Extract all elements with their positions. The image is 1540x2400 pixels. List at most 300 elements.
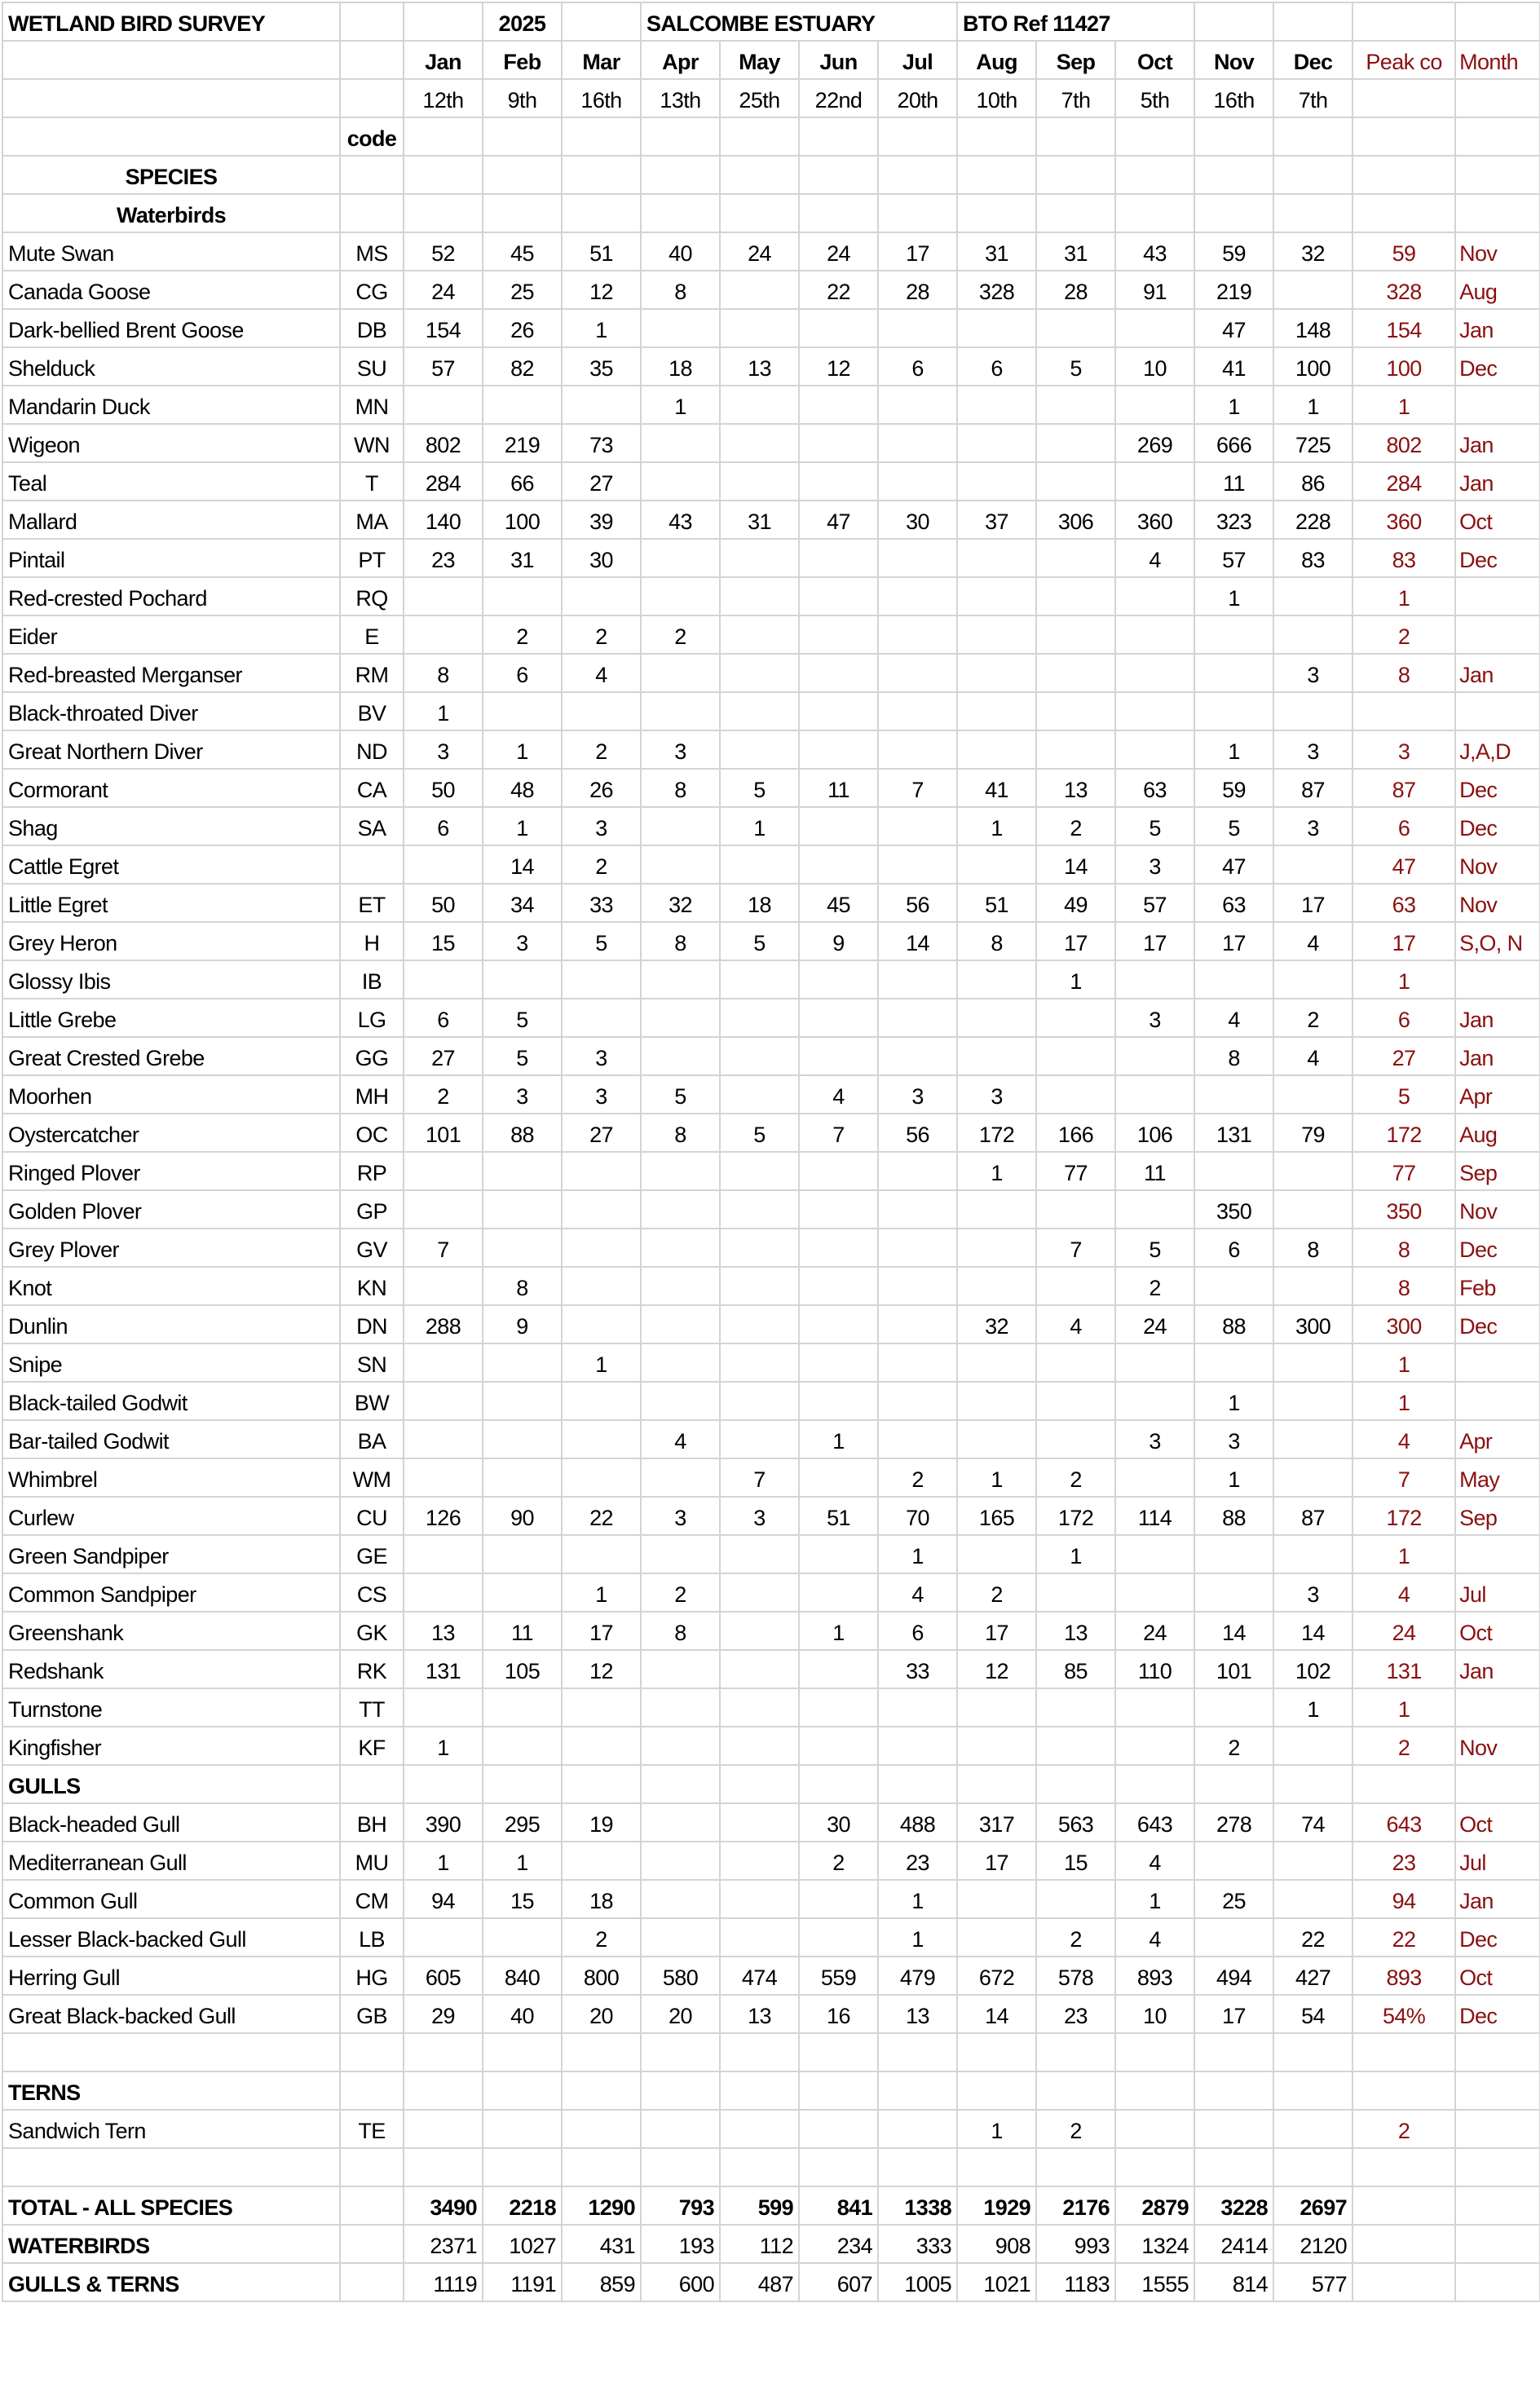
count-cell[interactable]: 3	[1115, 1420, 1194, 1458]
cell[interactable]	[799, 2071, 878, 2110]
count-cell[interactable]	[957, 692, 1036, 730]
count-cell[interactable]	[641, 692, 720, 730]
month-header-mar[interactable]: Mar	[562, 41, 641, 79]
peak-count[interactable]: 300	[1352, 1305, 1455, 1343]
count-cell[interactable]: 17	[878, 232, 957, 271]
count-cell[interactable]: 48	[483, 769, 562, 807]
count-cell[interactable]: 24	[1115, 1305, 1194, 1343]
count-cell[interactable]: 22	[1273, 1918, 1352, 1957]
count-cell[interactable]	[1273, 615, 1352, 654]
count-cell[interactable]	[720, 1229, 799, 1267]
cell[interactable]	[483, 2148, 562, 2186]
count-cell[interactable]	[641, 1535, 720, 1573]
count-cell[interactable]	[641, 999, 720, 1037]
count-cell[interactable]: 16	[799, 1995, 878, 2033]
total-value[interactable]: 1324	[1115, 2225, 1194, 2263]
survey-date[interactable]: 16th	[1194, 79, 1273, 117]
count-cell[interactable]: 1	[641, 386, 720, 424]
count-cell[interactable]: 56	[878, 884, 957, 922]
count-cell[interactable]: 27	[562, 1114, 641, 1152]
peak-count[interactable]: 4	[1352, 1420, 1455, 1458]
species-name[interactable]: Oystercatcher	[2, 1114, 340, 1152]
species-name[interactable]: Grey Heron	[2, 922, 340, 960]
count-cell[interactable]	[562, 1842, 641, 1880]
month-header-aug[interactable]: Aug	[957, 41, 1036, 79]
peak-count[interactable]: 83	[1352, 539, 1455, 577]
total-value[interactable]: 1119	[404, 2263, 483, 2301]
cell[interactable]	[1036, 156, 1115, 194]
count-cell[interactable]: 6	[1194, 1229, 1273, 1267]
peak-month[interactable]: Dec	[1455, 769, 1540, 807]
cell[interactable]	[1115, 156, 1194, 194]
count-cell[interactable]	[1115, 692, 1194, 730]
peak-count[interactable]: 87	[1352, 769, 1455, 807]
count-cell[interactable]: 2	[562, 1918, 641, 1957]
count-cell[interactable]	[1036, 1880, 1115, 1918]
total-value[interactable]: 2879	[1115, 2186, 1194, 2225]
count-cell[interactable]	[641, 1267, 720, 1305]
count-cell[interactable]: 3	[1273, 1573, 1352, 1612]
count-cell[interactable]: 3	[1115, 845, 1194, 884]
species-code[interactable]: GG	[340, 1037, 404, 1075]
count-cell[interactable]	[641, 539, 720, 577]
count-cell[interactable]: 126	[404, 1497, 483, 1535]
peak-month[interactable]: Sep	[1455, 1152, 1540, 1190]
species-code[interactable]: BH	[340, 1803, 404, 1842]
species-code[interactable]: GE	[340, 1535, 404, 1573]
total-value[interactable]: 859	[562, 2263, 641, 2301]
cell[interactable]	[1352, 1765, 1455, 1803]
count-cell[interactable]: 2	[957, 1573, 1036, 1612]
species-code[interactable]: MU	[340, 1842, 404, 1880]
peak-month[interactable]: Jan	[1455, 1880, 1540, 1918]
count-cell[interactable]: 479	[878, 1957, 957, 1995]
count-cell[interactable]: 23	[1036, 1995, 1115, 2033]
count-cell[interactable]: 110	[1115, 1650, 1194, 1688]
count-cell[interactable]	[641, 807, 720, 845]
count-cell[interactable]: 30	[799, 1803, 878, 1842]
count-cell[interactable]	[641, 1842, 720, 1880]
count-cell[interactable]	[957, 424, 1036, 462]
count-cell[interactable]	[562, 1305, 641, 1343]
count-cell[interactable]: 2	[562, 615, 641, 654]
species-name[interactable]: Red-crested Pochard	[2, 577, 340, 615]
count-cell[interactable]: 5	[483, 999, 562, 1037]
cell[interactable]	[1455, 2263, 1540, 2301]
count-cell[interactable]	[720, 1343, 799, 1382]
count-cell[interactable]: 102	[1273, 1650, 1352, 1688]
count-cell[interactable]	[720, 845, 799, 884]
count-cell[interactable]: 3	[483, 922, 562, 960]
species-name[interactable]: Redshank	[2, 1650, 340, 1688]
count-cell[interactable]: 17	[1194, 922, 1273, 960]
count-cell[interactable]	[404, 577, 483, 615]
count-cell[interactable]	[799, 1688, 878, 1727]
count-cell[interactable]	[720, 1803, 799, 1842]
peak-count[interactable]: 131	[1352, 1650, 1455, 1688]
survey-date[interactable]: 5th	[1115, 79, 1194, 117]
species-name[interactable]: Eider	[2, 615, 340, 654]
count-cell[interactable]	[720, 1305, 799, 1343]
count-cell[interactable]: 323	[1194, 501, 1273, 539]
count-cell[interactable]: 559	[799, 1957, 878, 1995]
cell[interactable]	[340, 156, 404, 194]
count-cell[interactable]: 228	[1273, 501, 1352, 539]
total-value[interactable]: 487	[720, 2263, 799, 2301]
count-cell[interactable]	[1036, 1688, 1115, 1727]
count-cell[interactable]: 6	[878, 347, 957, 386]
species-name[interactable]: Dunlin	[2, 1305, 340, 1343]
count-cell[interactable]: 3	[1194, 1420, 1273, 1458]
count-cell[interactable]	[562, 1727, 641, 1765]
cell[interactable]	[641, 2033, 720, 2071]
count-cell[interactable]	[878, 309, 957, 347]
count-cell[interactable]: 47	[799, 501, 878, 539]
cell[interactable]	[720, 156, 799, 194]
count-cell[interactable]	[641, 1918, 720, 1957]
count-cell[interactable]	[641, 1650, 720, 1688]
count-cell[interactable]	[720, 1573, 799, 1612]
total-value[interactable]: 1005	[878, 2263, 957, 2301]
count-cell[interactable]	[720, 1650, 799, 1688]
species-code[interactable]: DB	[340, 309, 404, 347]
cell[interactable]	[1273, 2, 1352, 41]
total-value[interactable]: 1021	[957, 2263, 1036, 2301]
species-name[interactable]: Red-breasted Merganser	[2, 654, 340, 692]
species-code[interactable]: ND	[340, 730, 404, 769]
count-cell[interactable]	[483, 1727, 562, 1765]
count-cell[interactable]: 288	[404, 1305, 483, 1343]
count-cell[interactable]: 17	[1115, 922, 1194, 960]
count-cell[interactable]: 7	[404, 1229, 483, 1267]
peak-count[interactable]: 94	[1352, 1880, 1455, 1918]
species-code[interactable]: CM	[340, 1880, 404, 1918]
count-cell[interactable]: 3	[1115, 999, 1194, 1037]
count-cell[interactable]	[641, 1727, 720, 1765]
peak-month-header[interactable]: Month	[1455, 41, 1540, 79]
count-cell[interactable]: 26	[562, 769, 641, 807]
count-cell[interactable]	[878, 1037, 957, 1075]
species-name[interactable]: Common Sandpiper	[2, 1573, 340, 1612]
count-cell[interactable]	[720, 271, 799, 309]
total-value[interactable]: 1338	[878, 2186, 957, 2225]
survey-date[interactable]: 22nd	[799, 79, 878, 117]
count-cell[interactable]	[957, 1190, 1036, 1229]
count-cell[interactable]	[1273, 1727, 1352, 1765]
count-cell[interactable]: 31	[720, 501, 799, 539]
count-cell[interactable]: 2	[1194, 1727, 1273, 1765]
peak-count[interactable]: 2	[1352, 615, 1455, 654]
count-cell[interactable]	[1115, 730, 1194, 769]
survey-date[interactable]: 16th	[562, 79, 641, 117]
count-cell[interactable]: 79	[1273, 1114, 1352, 1152]
count-cell[interactable]: 13	[720, 1995, 799, 2033]
count-cell[interactable]: 59	[1194, 769, 1273, 807]
cell[interactable]	[1036, 1765, 1115, 1803]
count-cell[interactable]	[957, 462, 1036, 501]
count-cell[interactable]: 57	[1115, 884, 1194, 922]
cell[interactable]	[878, 2071, 957, 2110]
count-cell[interactable]: 578	[1036, 1957, 1115, 1995]
count-cell[interactable]	[1115, 1343, 1194, 1382]
count-cell[interactable]: 300	[1273, 1305, 1352, 1343]
count-cell[interactable]	[404, 615, 483, 654]
peak-month[interactable]: Dec	[1455, 807, 1540, 845]
peak-month[interactable]: Nov	[1455, 1727, 1540, 1765]
count-cell[interactable]	[799, 1305, 878, 1343]
count-cell[interactable]: 2	[641, 615, 720, 654]
count-cell[interactable]: 105	[483, 1650, 562, 1688]
count-cell[interactable]: 2	[878, 1458, 957, 1497]
species-name[interactable]: Common Gull	[2, 1880, 340, 1918]
count-cell[interactable]: 18	[562, 1880, 641, 1918]
peak-count[interactable]: 1	[1352, 1688, 1455, 1727]
month-header-jul[interactable]: Jul	[878, 41, 957, 79]
total-value[interactable]: 908	[957, 2225, 1036, 2263]
peak-month[interactable]: Nov	[1455, 845, 1540, 884]
species-code[interactable]: IB	[340, 960, 404, 999]
count-cell[interactable]	[878, 386, 957, 424]
cell[interactable]	[1455, 194, 1540, 232]
count-cell[interactable]	[1115, 960, 1194, 999]
count-cell[interactable]	[957, 1343, 1036, 1382]
count-cell[interactable]: 5	[483, 1037, 562, 1075]
count-cell[interactable]: 100	[1273, 347, 1352, 386]
count-cell[interactable]: 1	[957, 1458, 1036, 1497]
count-cell[interactable]: 7	[878, 769, 957, 807]
count-cell[interactable]: 11	[483, 1612, 562, 1650]
count-cell[interactable]	[799, 462, 878, 501]
count-cell[interactable]: 41	[1194, 347, 1273, 386]
cell[interactable]	[340, 194, 404, 232]
count-cell[interactable]	[483, 1688, 562, 1727]
count-cell[interactable]: 488	[878, 1803, 957, 1842]
count-cell[interactable]: 4	[641, 1420, 720, 1458]
cell[interactable]	[1352, 2186, 1455, 2225]
count-cell[interactable]	[1115, 1458, 1194, 1497]
gulls-header[interactable]: GULLS	[2, 1765, 340, 1803]
count-cell[interactable]	[1115, 1037, 1194, 1075]
cell[interactable]	[1352, 2, 1455, 41]
count-cell[interactable]	[878, 539, 957, 577]
cell[interactable]	[1194, 1765, 1273, 1803]
count-cell[interactable]	[1036, 692, 1115, 730]
count-cell[interactable]	[483, 1573, 562, 1612]
cell[interactable]	[562, 156, 641, 194]
count-cell[interactable]: 4	[1115, 1918, 1194, 1957]
species-name[interactable]: Wigeon	[2, 424, 340, 462]
count-cell[interactable]	[720, 1075, 799, 1114]
count-cell[interactable]: 12	[562, 271, 641, 309]
species-name[interactable]: Kingfisher	[2, 1727, 340, 1765]
count-cell[interactable]: 725	[1273, 424, 1352, 462]
count-cell[interactable]	[720, 960, 799, 999]
count-cell[interactable]: 13	[878, 1995, 957, 2033]
count-cell[interactable]: 74	[1273, 1803, 1352, 1842]
count-cell[interactable]: 91	[1115, 271, 1194, 309]
count-cell[interactable]	[1273, 2110, 1352, 2148]
cell[interactable]	[1273, 194, 1352, 232]
cell[interactable]	[1352, 2033, 1455, 2071]
species-name[interactable]: Little Grebe	[2, 999, 340, 1037]
peak-month[interactable]: Jan	[1455, 309, 1540, 347]
cell[interactable]	[799, 156, 878, 194]
cell[interactable]	[483, 194, 562, 232]
count-cell[interactable]	[799, 1727, 878, 1765]
peak-count[interactable]: 22	[1352, 1918, 1455, 1957]
species-name[interactable]: Bar-tailed Godwit	[2, 1420, 340, 1458]
count-cell[interactable]	[562, 1190, 641, 1229]
count-cell[interactable]: 13	[1036, 769, 1115, 807]
count-cell[interactable]	[799, 1037, 878, 1075]
count-cell[interactable]: 11	[1194, 462, 1273, 501]
cell[interactable]	[1455, 2225, 1540, 2263]
peak-month[interactable]: Nov	[1455, 232, 1540, 271]
count-cell[interactable]: 101	[404, 1114, 483, 1152]
species-name[interactable]: Ringed Plover	[2, 1152, 340, 1190]
species-name[interactable]: Mandarin Duck	[2, 386, 340, 424]
count-cell[interactable]: 7	[799, 1114, 878, 1152]
peak-month[interactable]: Dec	[1455, 1995, 1540, 2033]
count-cell[interactable]	[483, 1343, 562, 1382]
count-cell[interactable]: 1	[562, 1573, 641, 1612]
count-cell[interactable]: 24	[720, 232, 799, 271]
count-cell[interactable]	[799, 1650, 878, 1688]
cell[interactable]	[641, 1765, 720, 1803]
cell[interactable]	[1455, 2148, 1540, 2186]
count-cell[interactable]	[641, 309, 720, 347]
count-cell[interactable]: 580	[641, 1957, 720, 1995]
count-cell[interactable]: 85	[1036, 1650, 1115, 1688]
count-cell[interactable]	[1273, 845, 1352, 884]
count-cell[interactable]	[641, 462, 720, 501]
species-code[interactable]: GB	[340, 1995, 404, 2033]
count-cell[interactable]: 35	[562, 347, 641, 386]
count-cell[interactable]	[720, 1918, 799, 1957]
total-value[interactable]: 1183	[1036, 2263, 1115, 2301]
count-cell[interactable]	[562, 1152, 641, 1190]
count-cell[interactable]: 32	[1273, 232, 1352, 271]
month-header-apr[interactable]: Apr	[641, 41, 720, 79]
count-cell[interactable]	[1036, 730, 1115, 769]
count-cell[interactable]	[799, 615, 878, 654]
cell[interactable]	[340, 2148, 404, 2186]
count-cell[interactable]	[799, 1880, 878, 1918]
count-cell[interactable]: 4	[1115, 539, 1194, 577]
count-cell[interactable]: 18	[720, 884, 799, 922]
species-code[interactable]: CG	[340, 271, 404, 309]
count-cell[interactable]	[404, 1267, 483, 1305]
cell[interactable]	[562, 2033, 641, 2071]
species-code[interactable]: RM	[340, 654, 404, 692]
peak-month[interactable]	[1455, 1382, 1540, 1420]
species-name[interactable]: Curlew	[2, 1497, 340, 1535]
count-cell[interactable]	[1036, 424, 1115, 462]
cell[interactable]	[1036, 117, 1115, 156]
count-cell[interactable]: 8	[641, 1612, 720, 1650]
species-code[interactable]	[340, 845, 404, 884]
count-cell[interactable]	[957, 1535, 1036, 1573]
peak-count[interactable]: 6	[1352, 999, 1455, 1037]
count-cell[interactable]	[957, 1918, 1036, 1957]
count-cell[interactable]: 219	[1194, 271, 1273, 309]
cell[interactable]	[878, 2148, 957, 2186]
count-cell[interactable]	[799, 999, 878, 1037]
peak-count[interactable]	[1352, 692, 1455, 730]
count-cell[interactable]	[799, 1190, 878, 1229]
cell[interactable]	[957, 117, 1036, 156]
count-cell[interactable]	[1036, 1037, 1115, 1075]
count-cell[interactable]	[720, 1152, 799, 1190]
species-code[interactable]: H	[340, 922, 404, 960]
peak-count[interactable]: 100	[1352, 347, 1455, 386]
count-cell[interactable]: 1	[799, 1612, 878, 1650]
species-code[interactable]: BA	[340, 1420, 404, 1458]
count-cell[interactable]	[878, 1420, 957, 1458]
count-cell[interactable]: 20	[641, 1995, 720, 2033]
peak-count[interactable]: 27	[1352, 1037, 1455, 1075]
count-cell[interactable]	[641, 1305, 720, 1343]
count-cell[interactable]: 1	[957, 2110, 1036, 2148]
count-cell[interactable]	[957, 615, 1036, 654]
cell[interactable]	[957, 156, 1036, 194]
count-cell[interactable]: 1	[1194, 1458, 1273, 1497]
count-cell[interactable]: 59	[1194, 232, 1273, 271]
count-cell[interactable]: 40	[641, 232, 720, 271]
peak-month[interactable]: Feb	[1455, 1267, 1540, 1305]
count-cell[interactable]: 278	[1194, 1803, 1273, 1842]
count-cell[interactable]	[641, 1880, 720, 1918]
count-cell[interactable]	[1194, 1152, 1273, 1190]
total-value[interactable]: 112	[720, 2225, 799, 2263]
count-cell[interactable]	[1115, 654, 1194, 692]
cell[interactable]	[799, 2033, 878, 2071]
count-cell[interactable]	[878, 1343, 957, 1382]
survey-date[interactable]: 10th	[957, 79, 1036, 117]
count-cell[interactable]: 22	[799, 271, 878, 309]
species-code[interactable]: TT	[340, 1688, 404, 1727]
count-cell[interactable]	[799, 539, 878, 577]
count-cell[interactable]: 28	[1036, 271, 1115, 309]
count-cell[interactable]	[1115, 1535, 1194, 1573]
species-name[interactable]: Golden Plover	[2, 1190, 340, 1229]
peak-month[interactable]	[1455, 1535, 1540, 1573]
count-cell[interactable]: 1	[562, 1343, 641, 1382]
cell[interactable]	[1455, 2, 1540, 41]
cell[interactable]	[641, 156, 720, 194]
cell[interactable]	[404, 156, 483, 194]
count-cell[interactable]	[799, 845, 878, 884]
count-cell[interactable]: 88	[1194, 1305, 1273, 1343]
count-cell[interactable]	[878, 2110, 957, 2148]
count-cell[interactable]	[799, 1535, 878, 1573]
count-cell[interactable]: 893	[1115, 1957, 1194, 1995]
count-cell[interactable]: 166	[1036, 1114, 1115, 1152]
count-cell[interactable]: 33	[878, 1650, 957, 1688]
count-cell[interactable]	[878, 1382, 957, 1420]
count-cell[interactable]: 1	[1036, 1535, 1115, 1573]
month-header-nov[interactable]: Nov	[1194, 41, 1273, 79]
month-header-jan[interactable]: Jan	[404, 41, 483, 79]
peak-count[interactable]: 17	[1352, 922, 1455, 960]
species-name[interactable]: Black-headed Gull	[2, 1803, 340, 1842]
cell[interactable]	[1455, 117, 1540, 156]
count-cell[interactable]	[1194, 615, 1273, 654]
count-cell[interactable]	[799, 2110, 878, 2148]
total-value[interactable]: 2176	[1036, 2186, 1115, 2225]
bto-ref[interactable]: BTO Ref 11427	[957, 2, 1194, 41]
count-cell[interactable]	[1273, 960, 1352, 999]
